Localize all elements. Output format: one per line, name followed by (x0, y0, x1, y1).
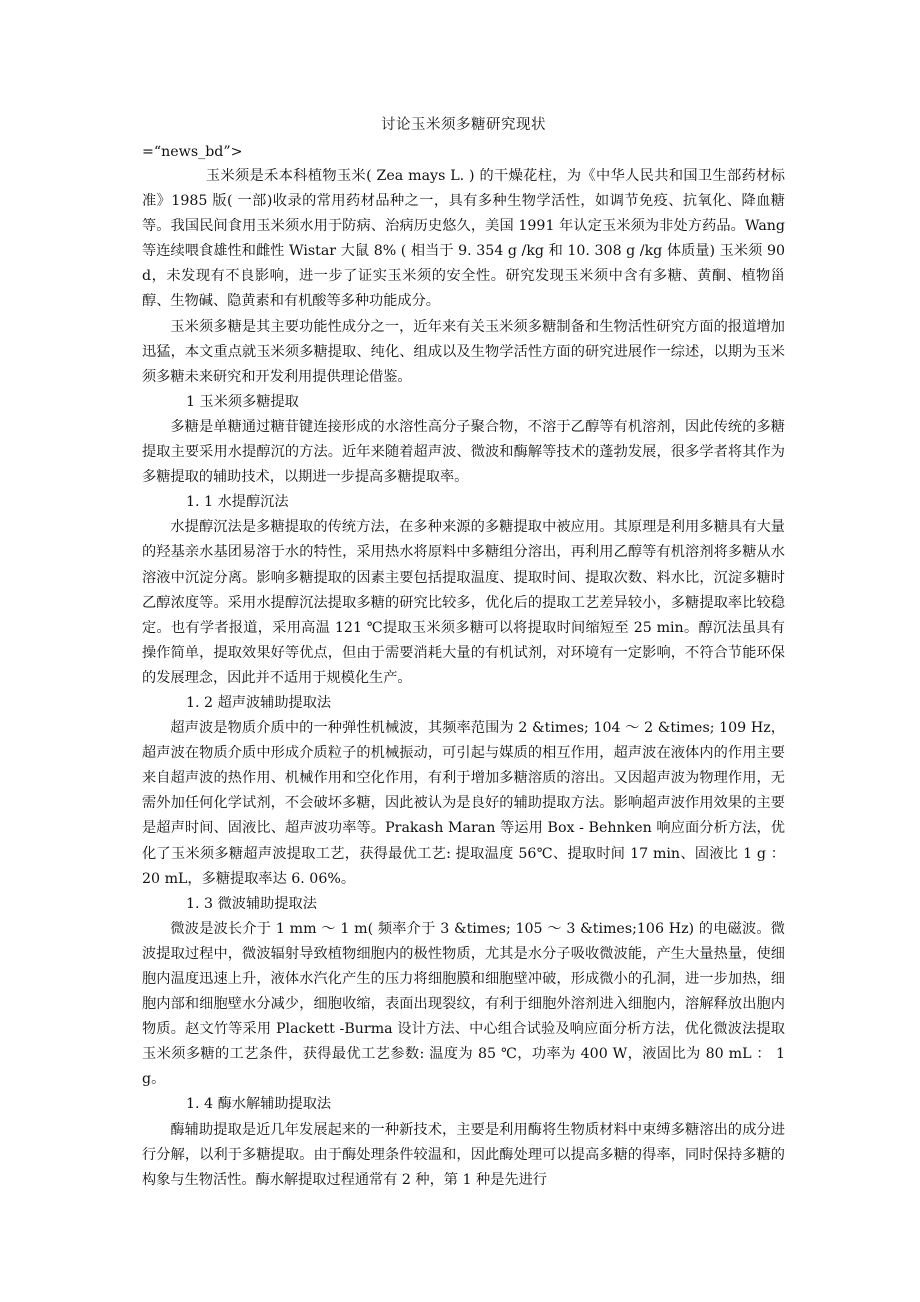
section-1-heading: 1 玉米须多糖提取 (186, 393, 299, 410)
document-page (142, 112, 785, 1193)
section-1-3-heading: 1. 3 微波辅助提取法 (186, 895, 317, 912)
section-1-2-heading: 1. 2 超声波辅助提取法 (186, 694, 332, 711)
section-1-1-heading: 1. 1 水提醇沉法 (186, 494, 289, 511)
intro-paragraph-1: 玉米须是禾本科植物玉米( Zea mays L. ) 的干燥花柱，为《中华人民共和国卫生部药材标准》1985 版( 一部)收录的常用药材品种之一，具有多种生物学活性，如调节免疫、抗氧化、降血糖等。我国民间食用玉米须水用于防病、治病历史悠久，美国 1991 年认定玉米须为非处方药品。Wang 等连续喂食雄性和雌性 Wistar 大鼠 8% ( 相当于 9. 354 g /kg 和 10. 308 g /kg 体质量) 玉米须 90 d，未发现有不良影响，进一步了证实玉米须的安全性。研究发现玉米须中含有多糖、黄酮、植物甾醇、生物碱、隐黄素和有机酸等多种功能成分。 (142, 168, 785, 310)
section-1-2-text: 超声波是物质介质中的一种弹性机械波，其频率范围为 2 &times; 104 ～ 2 &times; 109 Hz，超声波在物质介质中形成介质粒子的机械振动，可引起与媒质的相互作用，超声波在液体内的作用主要来自超声波的热作用、机械作用和空化作用，有利于增加多糖溶质的溶出。又因超声波为物理作用，无需外加任何化学试剂，不会破坏多糖，因此被认为是良好的辅助提取方法。影响超声波作用效果的主要是超声时间、固液比、超声波功率等。Prakash Maran 等运用 Box - Behnken 响应面分析方法，优化了玉米须多糖超声波提取工艺，获得最优工艺: 提取温度 56℃、提取时间 17 min、固液比 1 g ： 20 mL，多糖提取率达 6. 06%。 (142, 720, 785, 887)
section-1-4-heading: 1. 4 酶水解辅助提取法 (186, 1096, 332, 1113)
markup-artifact-line: =“news_bd”> (142, 144, 243, 160)
section-1-3-text: 微波是波长介于 1 mm ～ 1 m( 频率介于 3 &times; 105 ～ 3 &times;106 Hz) 的电磁波。微波提取过程中，微波辐射导致植物细胞内的极性物质，尤其是水分子吸收微波能，产生大量热量，使细胞内温度迅速上升，液体水汽化产生的压力将细胞膜和细胞壁冲破，形成微小的孔洞，进一步加热，细胞内部和细胞壁水分减少，细胞收缩，表面出现裂纹，有利于细胞外溶剂进入细胞内，溶解释放出胞内物质。赵文竹等采用 Plackett -Burma 设计方法、中心组合试验及响应面分析方法，优化微波法提取玉米须多糖的工艺条件，获得最优工艺参数: 温度为 85 ℃，功率为 400 W，液固比为 80 mL ： 1 g。 (142, 920, 785, 1088)
section-1-1-text: 水提醇沉法是多糖提取的传统方法，在多种来源的多糖提取中被应用。其原理是利用多糖具有大量的羟基亲水基团易溶于水的特性，采用热水将原料中多糖组分溶出，再利用乙醇等有机溶剂将多糖从水溶液中沉淀分离。影响多糖提取的因素主要包括提取温度、提取时间、提取次数、料水比，沉淀多糖时乙醇浓度等。采用水提醇沉法提取多糖的研究比较多，优化后的提取工艺差异较小，多糖提取率比较稳定。也有学者报道，采用高温 121 ℃提取玉米须多糖可以将提取时间缩短至 25 min。醇沉法虽具有操作简单，提取效果好等优点，但由于需要消耗大量的有机试剂，对环境有一定影响，不符合节能环保的发展理念，因此并不适用于规模化生产。 (142, 519, 785, 686)
document-title: 讨论玉米须多糖研究现状 (381, 117, 546, 133)
section-1-intro: 多糖是单糖通过糖苷键连接形成的水溶性高分子聚合物，不溶于乙醇等有机溶剂，因此传统的多糖提取主要采用水提醇沉的方法。近年来随着超声波、微波和酶解等技术的蓬勃发展，很多学者将其作为多糖提取的辅助技术，以期进一步提高多糖提取率。 (142, 418, 785, 486)
section-1-4-text: 酶辅助提取是近几年发展起来的一种新技术，主要是利用酶将生物质材料中束缚多糖溶出的成分进行分解，以利于多糖提取。由于酶处理条件较温和，因此酶处理可以提高多糖的得率，同时保持多糖的构象与生物活性。酶水解提取过程通常有 2 种，第 1 种是先进行 (142, 1121, 785, 1188)
intro-paragraph-2: 玉米须多糖是其主要功能性成分之一，近年来有关玉米须多糖制备和生物活性研究方面的报道增加迅猛，本文重点就玉米须多糖提取、纯化、组成以及生物学活性方面的研究进展作一综述，以期为玉米须多糖未来研究和开发利用提供理论借鉴。 (142, 318, 785, 385)
